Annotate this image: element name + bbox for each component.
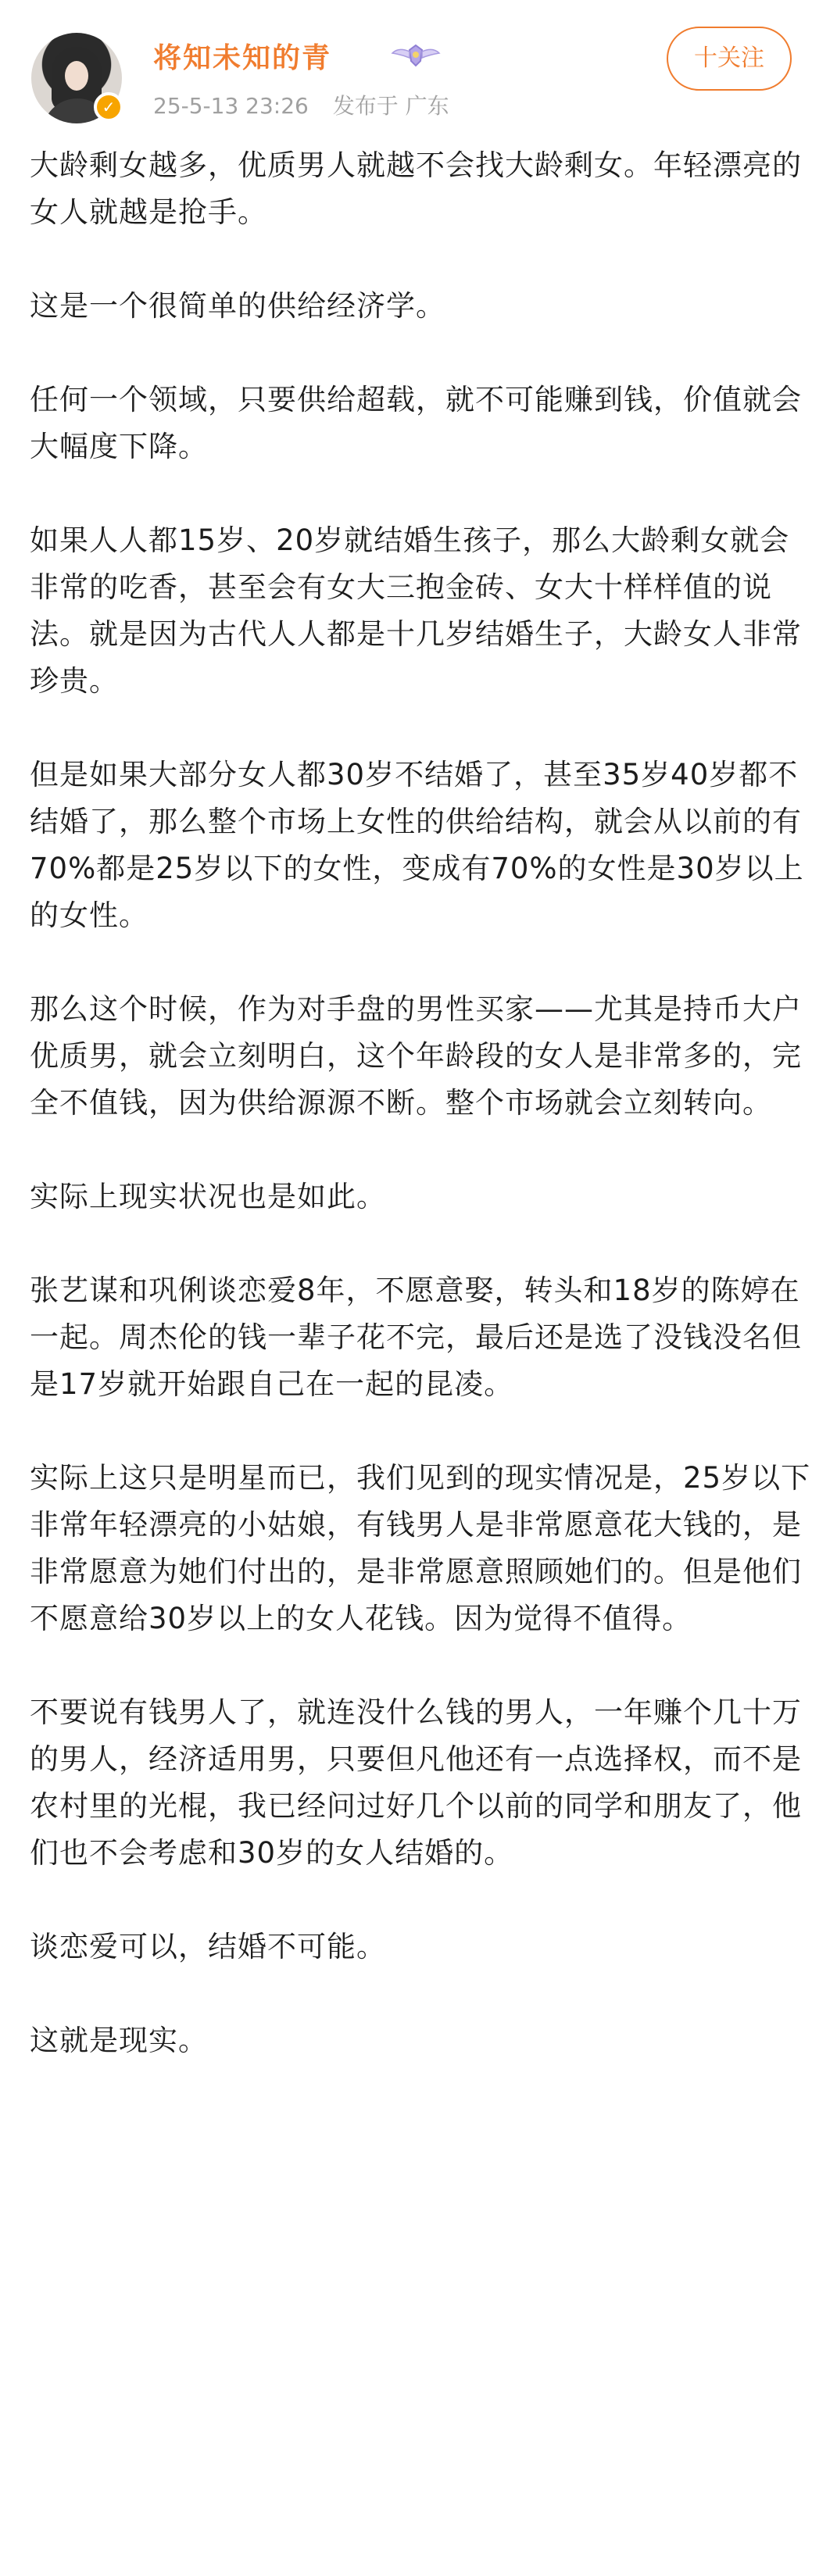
avatar-face: [65, 61, 88, 91]
post-paragraph: 大龄剩女越多，优质男人就越不会找大龄剩女。年轻漂亮的女人就越是抢手。: [30, 148, 802, 229]
post-paragraph: 如果人人都15岁、20岁就结婚生孩子，那么大龄剩女就会非常的吃香，甚至会有女大三抱金砖、女大十样样值的说法。就是因为古代人人都是十几岁结婚生子，大龄女人非常珍贵。: [30, 523, 802, 698]
post-paragraph: 那么这个时候，作为对手盘的男性买家——尤其是持币大户优质男，就会立刻明白，这个年龄段的女人是非常多的，完全不值钱，因为供给源源不断。整个市场就会立刻转向。: [30, 992, 802, 1120]
post-content: [30, 142, 811, 2064]
post-date: 25-5-13 23:26: [153, 93, 309, 119]
post-paragraph: 这是一个很简单的供给经济学。: [30, 289, 445, 323]
post-paragraph: 张艺谋和巩俐谈恋爱8年，不愿意娶，转头和18岁的陈婷在一起。周杰伦的钱一辈子花不完，最后还是选了没钱没名但是17岁就开始跟自己在一起的昆凌。: [30, 1274, 802, 1401]
post-paragraph: 不要说有钱男人了，就连没什么钱的男人，一年赚个几十万的男人，经济适用男，只要但凡他还有一点选择权，而不是农村里的光棍，我已经问过好几个以前的同学和朋友了，他们也不会考虑和30岁的女人结婚的。: [30, 1695, 802, 1870]
author-name[interactable]: 将知未知的青: [153, 42, 332, 74]
post-paragraph: 实际上现实状况也是如此。: [30, 1180, 386, 1213]
post-paragraph: 这就是现实。: [30, 2024, 208, 2057]
post-header: [0, 0, 837, 141]
post-paragraph: 任何一个领域，只要供给超载，就不可能赚到钱，价值就会大幅度下降。: [30, 383, 802, 463]
post-location: 发布于 广东: [332, 93, 449, 119]
follow-button[interactable]: 十关注: [667, 27, 792, 91]
wing-badge-icon: [391, 39, 441, 70]
verified-badge-icon: ✓: [94, 92, 123, 122]
post-meta: [153, 89, 449, 120]
post-paragraph: 谈恋爱可以，结婚不可能。: [30, 1930, 386, 1963]
post-paragraph: 实际上这只是明星而已，我们见到的现实情况是，25岁以下非常年轻漂亮的小姑娘，有钱男人是非常愿意花大钱的，是非常愿意为她们付出的，是非常愿意照顾她们的。但是他们不愿意给30岁以上的女人花钱。因为觉得不值得。: [30, 1461, 811, 1635]
post-paragraph: 但是如果大部分女人都30岁不结婚了，甚至35岁40岁都不结婚了，那么整个市场上女性的供给结构，就会从以前的有70%都是25岁以下的女性，变成有70%的女性是30岁以上的女性。: [30, 758, 804, 932]
